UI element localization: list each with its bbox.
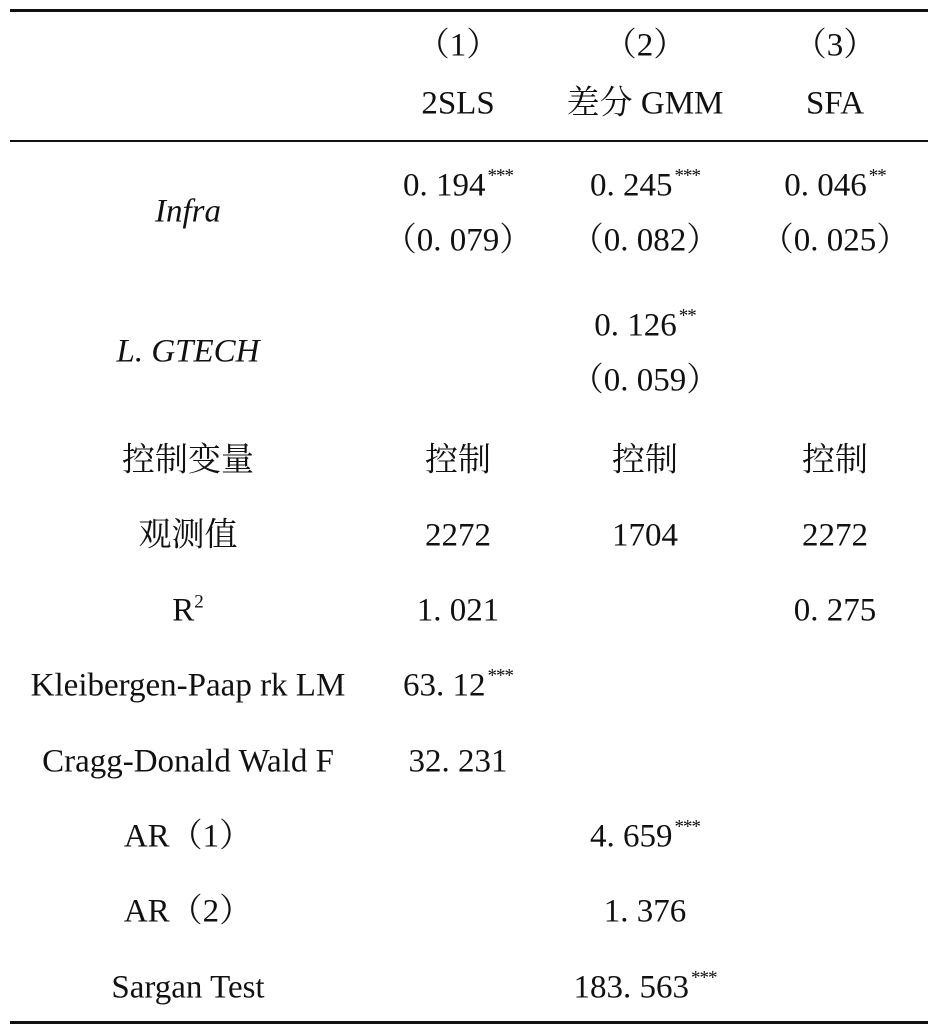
row-label-sargan: Sargan Test [111, 969, 265, 1006]
col1-number: （1） [416, 27, 500, 64]
ar1-c2: 4. 659 *** [590, 816, 700, 855]
r2-c3: 0. 275 [793, 592, 877, 629]
significance-stars: ** [868, 165, 886, 187]
col2-number: （2） [603, 27, 687, 64]
col1-method: 2SLS [421, 85, 495, 122]
kp-c1: 63. 12 *** [403, 665, 513, 704]
significance-stars: ** [678, 305, 696, 327]
header-rule [10, 140, 928, 142]
obs-c2: 1704 [612, 517, 678, 554]
bottom-rule [10, 1021, 928, 1024]
controls-c2: 控制 [612, 442, 678, 479]
ar2-c2: 1. 376 [603, 893, 687, 930]
row-label-obs: 观测值 [138, 517, 238, 554]
controls-c3: 控制 [802, 442, 868, 479]
lgtech-c2-coef: 0. 126 ** [594, 305, 696, 344]
infra-c1-se: （0. 079） [383, 222, 533, 259]
controls-c1: 控制 [425, 442, 491, 479]
significance-stars: *** [487, 165, 513, 187]
row-label-infra: Infra [155, 193, 221, 230]
row-label-cd: Cragg-Donald Wald F [42, 743, 334, 780]
top-rule [10, 9, 928, 12]
row-label-lgtech: L. GTECH [116, 333, 260, 370]
infra-c1-coef: 0. 194 *** [403, 165, 513, 204]
infra-c3-coef: 0. 046 ** [784, 165, 886, 204]
lgtech-c2-se: （0. 059） [570, 362, 720, 399]
col2-method: 差分 GMM [566, 85, 724, 122]
r2-c1: 1. 021 [416, 592, 500, 629]
cd-c1: 32. 231 [408, 743, 508, 780]
row-label-ar2: AR（2） [123, 893, 253, 930]
sargan-c2: 183. 563 *** [573, 967, 717, 1006]
significance-stars: *** [674, 165, 700, 187]
obs-c1: 2272 [425, 517, 491, 554]
infra-c2-se: （0. 082） [570, 222, 720, 259]
col3-number: （3） [793, 27, 877, 64]
col3-method: SFA [805, 85, 865, 122]
significance-stars: *** [674, 816, 700, 838]
row-label-kp: Kleibergen-Paap rk LM [30, 667, 346, 704]
significance-stars: *** [487, 665, 513, 687]
significance-stars: *** [691, 967, 717, 989]
row-label-controls: 控制变量 [122, 442, 254, 479]
row-label-r2: $R^2$ [172, 591, 204, 629]
infra-c3-se: （0. 025） [760, 222, 910, 259]
obs-c3: 2272 [802, 517, 868, 554]
infra-c2-coef: 0. 245 *** [590, 165, 700, 204]
row-label-ar1: AR（1） [123, 818, 253, 855]
